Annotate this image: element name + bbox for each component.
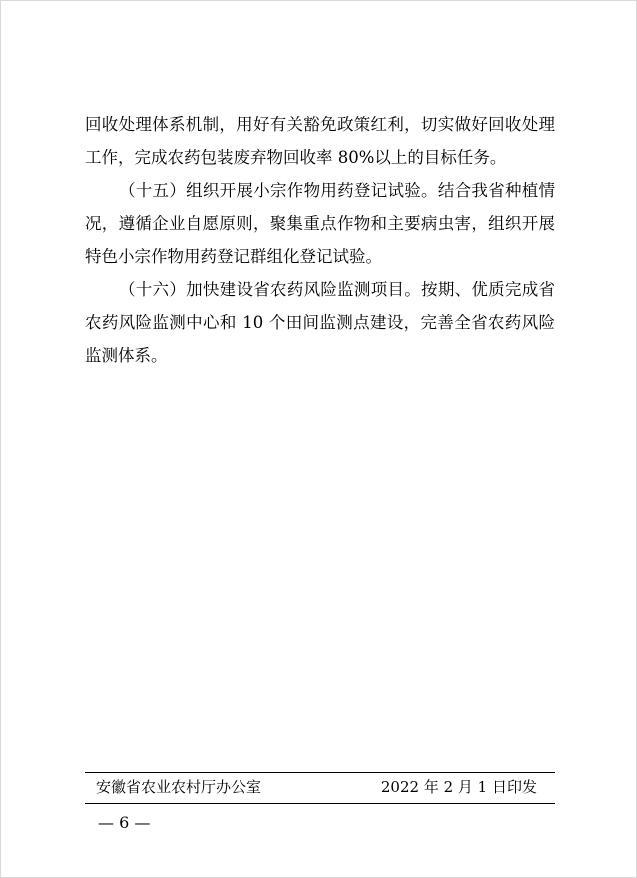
paragraph-item-15: （十五）组织开展小宗作物用药登记试验。结合我省种植情况，遵循企业自愿原则，聚集重点作物和主要病虫害，组织开展特色小宗作物用药登记群组化登记试验。 — [85, 181, 555, 266]
footer-issue-date: 2022 年 2 月 1 日印发 — [380, 778, 537, 796]
paragraph-recycling-continued: 回收处理体系机制，用好有关豁免政策红利，切实做好回收处理工作，完成农药包装废弃物回收率 80%以上的目标任务。 — [85, 115, 555, 167]
document-body — [85, 108, 555, 372]
footer-issuer: 安徽省农业农村厅办公室 — [96, 778, 262, 796]
footer-top-rule — [85, 772, 555, 773]
page-number: — 6 — — [98, 813, 151, 832]
footer-bottom-rule — [85, 803, 555, 804]
paragraph-item-16: （十六）加快建设省农药风险监测项目。按期、优质完成省农药风险监测中心和 10 个田间监测点建设，完善全省农药风险监测体系。 — [85, 280, 555, 365]
